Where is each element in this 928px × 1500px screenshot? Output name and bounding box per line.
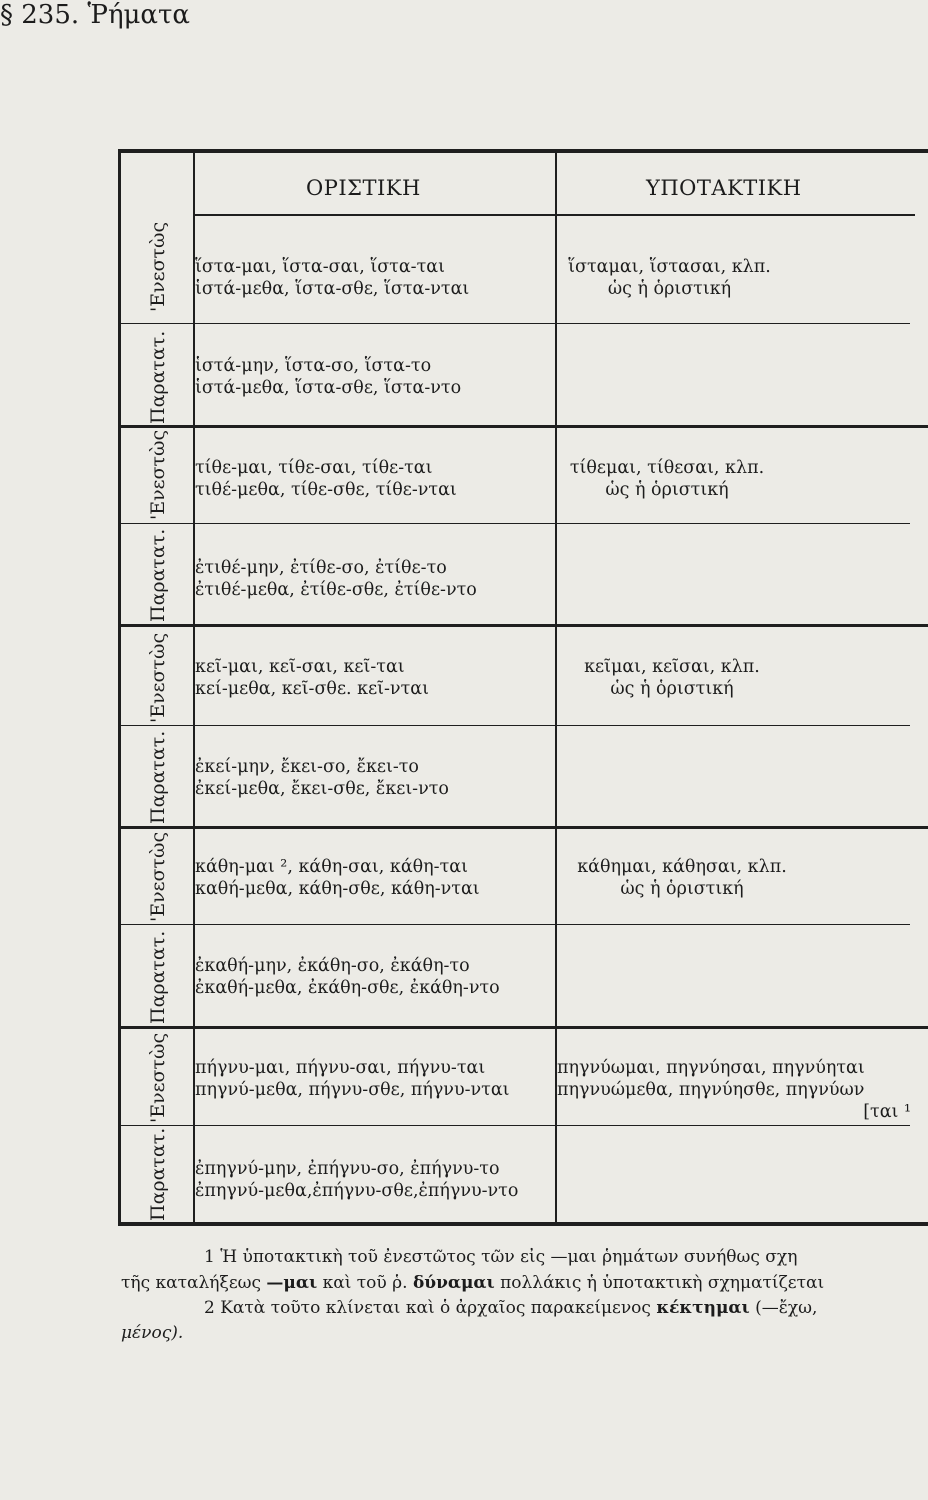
form-line: τίθεμαι, τίθεσαι, κλπ. <box>569 458 765 478</box>
footnote-1-continued <box>121 1273 824 1293</box>
group-separator <box>118 1026 928 1029</box>
tense-divider <box>120 924 910 925</box>
footnote-1: 1 Ἡ ὑποτακτικὴ τοῦ ἐνεστῶτος τῶν εἰς —μαι ῥημάτων συνήθως σχη <box>204 1247 798 1267</box>
subjunctive-cell <box>557 856 807 900</box>
form-line: [ται ¹ <box>863 1102 911 1122</box>
form-line: κάθη-μαι ², κάθη-σαι, κάθη-ται <box>195 857 468 877</box>
label-imperfect-5: Παρατατ. <box>147 1127 169 1221</box>
form-line: ἵστα-μαι, ἵστα-σαι, ἵστα-ται <box>195 257 445 277</box>
form-line: ὡς ἡ ὁριστική <box>607 279 732 299</box>
footnote-2 <box>204 1298 817 1318</box>
form-line: κεί-μεθα, κεῖ-σθε. κεῖ-νται <box>195 679 429 699</box>
footnote-emphasis: —μαι <box>266 1273 318 1293</box>
label-imperfect-1: Παρατατ. <box>147 330 169 424</box>
form-line: πηγνυώμεθα, πηγνύησθε, πηγνύων <box>557 1080 865 1100</box>
indicative-present-cell <box>195 856 480 900</box>
indicative-present-cell <box>195 656 429 700</box>
label-present-1: 'Ενεστὼς <box>147 221 169 312</box>
form-line: κεῖμαι, κεῖσαι, κλπ. <box>584 657 760 677</box>
form-line: ἱστά-μεθα, ἵστα-σθε, ἵστα-ντο <box>195 378 462 398</box>
group-separator <box>118 826 928 829</box>
form-line: ἱστά-μεθα, ἵστα-σθε, ἵστα-νται <box>195 279 470 299</box>
subjunctive-cell <box>557 457 777 501</box>
form-line: ἐκαθή-μεθα, ἐκάθη-σθε, ἐκάθη-ντο <box>195 978 500 998</box>
form-line: πήγνυ-μαι, πήγνυ-σαι, πήγνυ-ται <box>195 1058 486 1078</box>
group-separator <box>118 624 928 627</box>
indicative-imperfect-cell <box>195 557 477 601</box>
footnote-text: 2 Κατὰ τοῦτο κλίνεται καὶ ὁ ἀρχαῖος παρακείμενος <box>204 1298 657 1318</box>
label-present-2: 'Ενεστὼς <box>147 429 169 520</box>
footnote-text: καὶ τοῦ ῥ. <box>317 1273 413 1293</box>
form-line: ἐπηγνύ-μεθα,ἐπήγνυ-σθε,ἐπήγνυ-ντο <box>195 1181 519 1201</box>
form-line: ὡς ἡ ὁριστική <box>620 879 744 899</box>
form-line: ἐκεί-μεθα, ἔκει-σθε, ἔκει-ντο <box>195 779 449 799</box>
tense-divider <box>120 1125 910 1126</box>
form-line: τιθέ-μεθα, τίθε-σθε, τίθε-νται <box>195 480 457 500</box>
indicative-imperfect-cell <box>195 1158 518 1202</box>
indicative-header: ΟΡΙΣΤΙΚΗ <box>306 176 421 200</box>
form-line: ὡς ἡ ὁριστική <box>605 480 729 500</box>
form-line: κεῖ-μαι, κεῖ-σαι, κεῖ-ται <box>195 657 405 677</box>
form-line: ἐκεί-μην, ἔκει-σο, ἔκει-το <box>195 757 419 777</box>
group-separator <box>118 425 928 428</box>
table-bottom-rule <box>118 1222 928 1226</box>
section-heading: § 235. Ῥήματα <box>0 0 190 30</box>
form-line: ἱστά-μην, ἵστα-σο, ἵστα-το <box>195 356 432 376</box>
footnote-text: πολλάκις ἡ ὑποτακτικὴ σχηματίζεται <box>494 1273 825 1293</box>
indicative-imperfect-cell <box>195 955 500 999</box>
footnote-text: τῆς καταλήξεως <box>121 1273 267 1293</box>
indicative-imperfect-cell <box>195 355 461 399</box>
form-line: ἐτιθέ-μην, ἐτίθε-σο, ἐτίθε-το <box>195 558 447 578</box>
table-left-border <box>118 149 121 1226</box>
tense-divider <box>120 323 910 324</box>
subjunctive-header: ΥΠΟΤΑΚΤΙΚΗ <box>646 176 802 200</box>
header-underline <box>195 214 915 216</box>
form-line: ἐκαθή-μην, ἐκάθη-σο, ἐκάθη-το <box>195 956 470 976</box>
label-present-5: 'Ενεστὼς <box>147 1032 169 1123</box>
form-line: πηγνύ-μεθα, πήγνυ-σθε, πήγνυ-νται <box>195 1080 510 1100</box>
tense-divider <box>120 725 910 726</box>
footnote-emphasis: δύναμαι <box>412 1273 495 1293</box>
indicative-present-cell <box>195 256 469 300</box>
indicative-imperfect-cell <box>195 756 449 800</box>
table-top-rule <box>118 149 928 153</box>
footnote-text: (—ἔχω, <box>749 1298 818 1318</box>
label-imperfect-4: Παρατατ. <box>147 930 169 1024</box>
form-line: ὡς ἡ ὁριστική <box>610 679 734 699</box>
subjunctive-cell <box>557 256 782 300</box>
form-line: καθή-μεθα, κάθη-σθε, κάθη-νται <box>195 879 480 899</box>
footnote-2-continued: μένος). <box>121 1323 184 1343</box>
label-imperfect-2: Παρατατ. <box>147 528 169 622</box>
form-line: ἐπηγνύ-μην, ἐπήγνυ-σο, ἐπήγνυ-το <box>195 1159 500 1179</box>
subjunctive-cell <box>557 656 787 700</box>
form-line: τίθε-μαι, τίθε-σαι, τίθε-ται <box>195 458 433 478</box>
subjunctive-cell <box>557 1057 925 1123</box>
tense-divider <box>120 523 910 524</box>
form-line: κάθημαι, κάθησαι, κλπ. <box>577 857 787 877</box>
label-present-4: 'Ενεστὼς <box>147 831 169 922</box>
form-line: ἵσταμαι, ἵστασαι, κλπ. <box>568 257 771 277</box>
footnote-emphasis: κέκτημαι <box>656 1298 750 1318</box>
label-imperfect-3: Παρατατ. <box>147 730 169 824</box>
label-present-3: 'Ενεστὼς <box>147 632 169 723</box>
form-line: πηγνύωμαι, πηγνύησαι, πηγνύηται <box>557 1058 865 1078</box>
indicative-present-cell <box>195 457 457 501</box>
indicative-present-cell <box>195 1057 510 1101</box>
form-line: ἐτιθέ-μεθα, ἐτίθε-σθε, ἐτίθε-ντο <box>195 580 477 600</box>
